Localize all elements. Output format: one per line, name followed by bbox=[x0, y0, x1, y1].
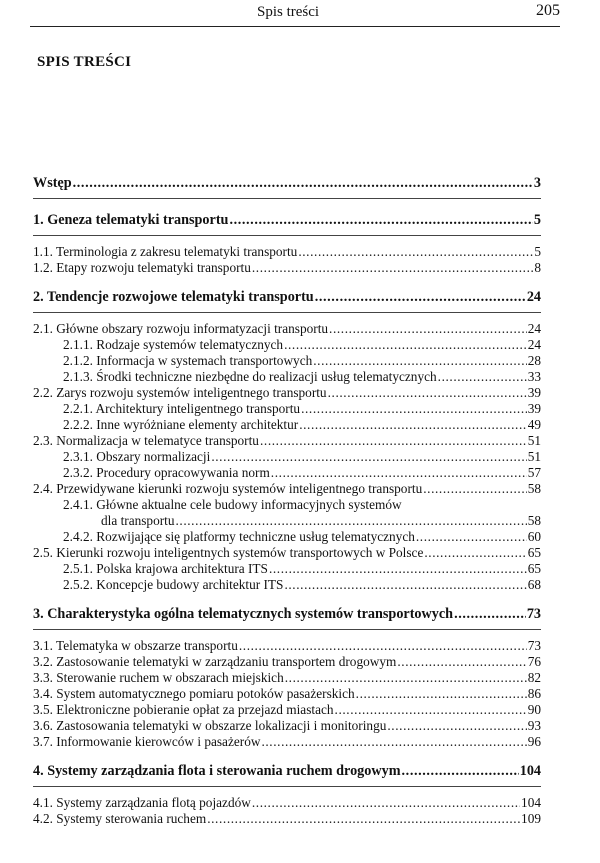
toc-entry-page: 73 bbox=[526, 606, 541, 622]
toc-entry-title: 2.4.2. Rozwijające się platformy techniczne usług telematycznych bbox=[63, 529, 415, 544]
toc-entry[interactable] bbox=[33, 811, 541, 827]
toc-entry[interactable] bbox=[33, 638, 541, 654]
toc-entry-page: 24 bbox=[526, 289, 541, 305]
leader-dots bbox=[402, 762, 519, 780]
toc-entry-title: 2.1. Główne obszary rozwoju informatyzacji transportu bbox=[33, 321, 329, 336]
leader-dots bbox=[423, 481, 526, 497]
toc-entry[interactable] bbox=[33, 260, 541, 276]
toc-entry[interactable] bbox=[33, 244, 541, 260]
toc-entry-page: 39 bbox=[527, 385, 541, 400]
leader-dots bbox=[175, 513, 526, 529]
toc-entry-page: 24 bbox=[527, 321, 541, 336]
toc-entry-title: 2.1.3. Środki techniczne niezbędne do realizacji usług telematycznych bbox=[63, 369, 437, 384]
leader-dots bbox=[284, 577, 526, 593]
toc-entry[interactable] bbox=[33, 702, 541, 718]
toc-chapter-4[interactable] bbox=[33, 762, 541, 780]
toc-entry[interactable] bbox=[33, 654, 541, 670]
toc-entry-page: 65 bbox=[527, 545, 541, 560]
toc-entry-title: 3.6. Zastosowania telematyki w obszarze lokalizacji i monitoringu bbox=[33, 718, 387, 733]
leader-dots bbox=[424, 545, 526, 561]
toc-entry[interactable] bbox=[33, 734, 541, 750]
toc-subentry[interactable] bbox=[33, 401, 541, 417]
toc-entry-page: 8 bbox=[534, 260, 541, 275]
toc-entry-title: 2.1.2. Informacja w systemach transportowych bbox=[63, 353, 313, 368]
toc-entry[interactable] bbox=[33, 670, 541, 686]
toc-entry-title: 2.3. Normalizacja w telematyce transportu bbox=[33, 433, 259, 448]
leader-dots bbox=[73, 174, 533, 192]
running-head-title: Spis treści bbox=[257, 4, 320, 20]
toc-entry-page: 60 bbox=[527, 529, 541, 544]
toc-entry-title: dla transportu bbox=[101, 513, 175, 528]
toc-entry-page: 104 bbox=[519, 763, 541, 779]
leader-dots bbox=[328, 385, 527, 401]
toc-entry-title: 2.3.1. Obszary normalizacji bbox=[63, 449, 211, 464]
leader-dots bbox=[269, 561, 527, 577]
running-head bbox=[30, 0, 560, 27]
page-number: 205 bbox=[536, 2, 560, 19]
toc-entry-page: 51 bbox=[527, 433, 541, 448]
toc-entry[interactable] bbox=[33, 686, 541, 702]
toc-subentry[interactable] bbox=[33, 449, 541, 465]
toc-entry-page: 90 bbox=[527, 702, 541, 717]
toc-entry-title: 2.3.2. Procedury opracowywania norm bbox=[63, 465, 270, 480]
toc-heading: SPIS TREŚCI bbox=[37, 54, 132, 70]
toc-entry-page: 109 bbox=[521, 811, 541, 826]
toc-entry-page: 24 bbox=[527, 337, 541, 352]
toc-entry-intro[interactable] bbox=[33, 174, 541, 192]
leader-dots bbox=[299, 417, 527, 433]
toc-entry-title: 1.1. Terminologia z zakresu telematyki transportu bbox=[33, 244, 298, 259]
toc-entry-page: 5 bbox=[533, 212, 541, 228]
leader-dots bbox=[335, 702, 527, 718]
leader-dots bbox=[416, 529, 527, 545]
toc-entry-title: 2.4. Przewidywane kierunki rozwoju systemów inteligentnego transportu bbox=[33, 481, 423, 496]
toc-entry-title: 4.2. Systemy sterowania ruchem bbox=[33, 811, 207, 826]
toc-entry-page: 58 bbox=[527, 513, 541, 528]
toc-entry[interactable] bbox=[33, 545, 541, 561]
toc-entry-page: 39 bbox=[527, 401, 541, 416]
toc-chapter-3[interactable] bbox=[33, 605, 541, 623]
leader-dots bbox=[260, 433, 527, 449]
toc-entry-title: 1. Geneza telematyki transportu bbox=[33, 212, 229, 228]
toc-entry-title: 2.2.1. Architektury inteligentnego transportu bbox=[63, 401, 301, 416]
toc-entry-title: 2.2. Zarys rozwoju systemów inteligentnego transportu bbox=[33, 385, 327, 400]
toc-entry[interactable] bbox=[33, 321, 541, 337]
toc-subentry[interactable] bbox=[33, 529, 541, 545]
toc-entry-page: 58 bbox=[527, 481, 541, 496]
leader-dots bbox=[329, 321, 527, 337]
leader-dots bbox=[207, 811, 520, 827]
toc-chapter-1[interactable] bbox=[33, 211, 541, 229]
leader-dots bbox=[271, 465, 527, 481]
toc-subentry[interactable] bbox=[33, 417, 541, 433]
toc-subentry[interactable] bbox=[33, 369, 541, 385]
leader-dots bbox=[454, 605, 526, 623]
toc-entry-page: 51 bbox=[527, 449, 541, 464]
toc-entry-page: 86 bbox=[527, 686, 541, 701]
toc-subentry[interactable] bbox=[33, 465, 541, 481]
toc-entry-title: 4. Systemy zarządzania flota i sterowania ruchem drogowym bbox=[33, 763, 401, 779]
leader-dots bbox=[356, 686, 527, 702]
leader-dots bbox=[252, 260, 533, 276]
toc-entry-page: 73 bbox=[527, 638, 541, 653]
toc-entry-title: 2.4.1. Główne aktualne cele budowy informacyjnych systemów bbox=[63, 497, 402, 512]
leader-dots bbox=[397, 654, 526, 670]
toc-entry-page: 104 bbox=[521, 795, 541, 810]
leader-dots bbox=[239, 638, 527, 654]
toc-subentry[interactable] bbox=[33, 561, 541, 577]
leader-dots bbox=[284, 337, 527, 353]
toc-entry-title: 3. Charakterystyka ogólna telematycznych systemów transportowych bbox=[33, 606, 454, 622]
leader-dots bbox=[301, 401, 527, 417]
toc-entry-title: 4.1. Systemy zarządzania flotą pojazdów bbox=[33, 795, 251, 810]
toc-entry-title: 1.2. Etapy rozwoju telematyki transportu bbox=[33, 260, 251, 275]
leader-dots bbox=[313, 353, 526, 369]
leader-dots bbox=[387, 718, 526, 734]
toc-entry-page: 93 bbox=[527, 718, 541, 733]
toc-entry-title: 3.1. Telematyka w obszarze transportu bbox=[33, 638, 238, 653]
table-of-contents bbox=[33, 174, 541, 827]
leader-dots bbox=[252, 795, 520, 811]
toc-entry-title: 3.7. Informowanie kierowców i pasażerów bbox=[33, 734, 261, 749]
toc-entry-page: 68 bbox=[527, 577, 541, 592]
toc-entry-title: 2.5.1. Polska krajowa architektura ITS bbox=[63, 561, 268, 576]
leader-dots bbox=[438, 369, 527, 385]
leader-dots bbox=[285, 670, 527, 686]
toc-entry-page: 82 bbox=[527, 670, 541, 685]
toc-entry[interactable] bbox=[33, 481, 541, 497]
toc-entry-page: 76 bbox=[527, 654, 541, 669]
toc-entry[interactable] bbox=[33, 795, 541, 811]
toc-entry-page: 5 bbox=[534, 244, 541, 259]
toc-subentry[interactable] bbox=[33, 337, 541, 353]
toc-entry[interactable] bbox=[33, 718, 541, 734]
toc-entry-title: 2.2.2. Inne wyróżniane elementy architektur bbox=[63, 417, 299, 432]
toc-entry-page: 33 bbox=[527, 369, 541, 384]
toc-entry-page: 49 bbox=[527, 417, 541, 432]
toc-entry-title: 2.1.1. Rodzaje systemów telematycznych bbox=[63, 337, 284, 352]
toc-entry-title: 3.2. Zastosowanie telematyki w zarządzaniu transportem drogowym bbox=[33, 654, 397, 669]
toc-entry[interactable] bbox=[33, 433, 541, 449]
toc-entry-title: 2.5. Kierunki rozwoju inteligentnych systemów transportowych w Polsce bbox=[33, 545, 424, 560]
toc-entry-title: 3.3. Sterowanie ruchem w obszarach miejskich bbox=[33, 670, 284, 685]
toc-subentry-line1[interactable] bbox=[33, 497, 541, 513]
toc-entry-page: 57 bbox=[527, 465, 541, 480]
toc-entry-title: 2.5.2. Koncepcje budowy architektur ITS bbox=[63, 577, 284, 592]
toc-subentry[interactable] bbox=[33, 577, 541, 593]
toc-subentry-line2[interactable] bbox=[33, 513, 541, 529]
leader-dots bbox=[211, 449, 526, 465]
leader-dots bbox=[261, 734, 526, 750]
toc-entry-title: Wstęp bbox=[33, 175, 72, 191]
leader-dots bbox=[298, 244, 533, 260]
toc-chapter-2[interactable] bbox=[33, 288, 541, 306]
toc-entry-title: 3.5. Elektroniczne pobieranie opłat za przejazd miastach bbox=[33, 702, 334, 717]
toc-entry[interactable] bbox=[33, 385, 541, 401]
toc-entry-page: 3 bbox=[533, 175, 541, 191]
toc-entry-page: 28 bbox=[527, 353, 541, 368]
toc-entry-page: 65 bbox=[527, 561, 541, 576]
toc-entry-title: 2. Tendencje rozwojowe telematyki transportu bbox=[33, 289, 314, 305]
toc-entry-title: 3.4. System automatycznego pomiaru potoków pasażerskich bbox=[33, 686, 355, 701]
toc-entry-page: 96 bbox=[527, 734, 541, 749]
toc-subentry[interactable] bbox=[33, 353, 541, 369]
leader-dots bbox=[229, 211, 532, 229]
leader-dots bbox=[315, 288, 526, 306]
